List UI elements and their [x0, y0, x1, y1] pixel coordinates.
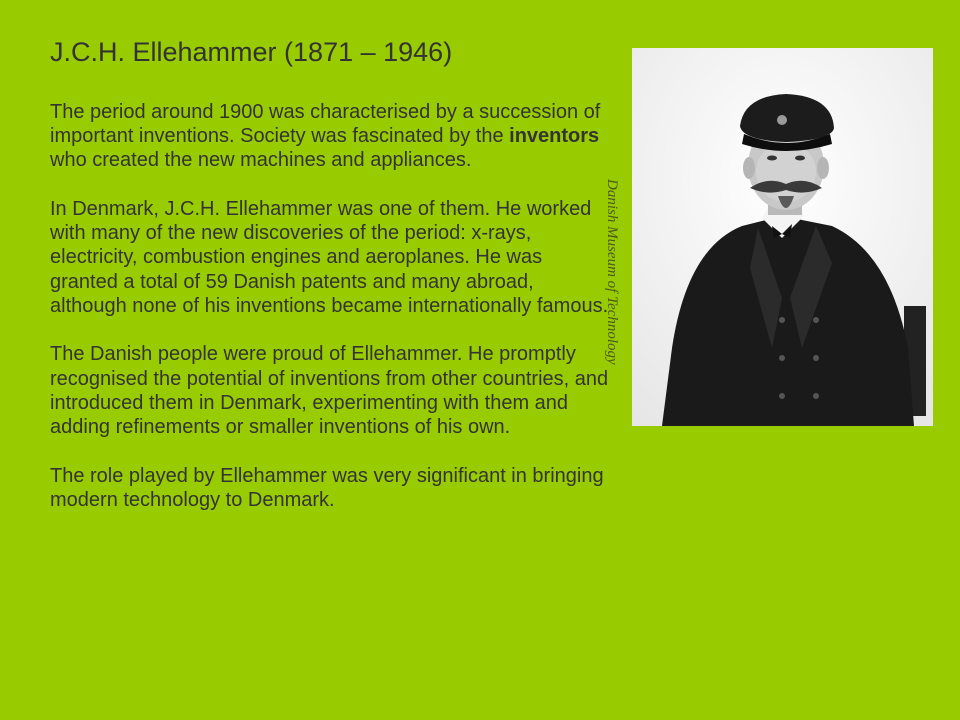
portrait-photo [632, 48, 933, 426]
paragraph-3: The Danish people were proud of Ellehammer. He promptly recognised the potential of inventions from other countries, and introduced them in Denmark, experimenting with them and adding refinements or smaller inventions of his own. [50, 343, 609, 439]
paragraph-1-start: The period around 1900 was characterised by a succession of important inventions. Society was fascinated by the [50, 101, 601, 148]
paragraph-4: The role played by Ellehammer was very significant in bringing modern technology to Denmark. [50, 464, 604, 511]
slide-title: J.C.H. Ellehammer (1871 – 1946) [50, 37, 453, 67]
paragraph-2: In Denmark, J.C.H. Ellehammer was one of them. He worked with many of the new discoveries of the period: x-rays, electricity, combustion engines and aeroplanes. He was granted a total of 59 Danish patents and many abroad, although none of his inventions became internationally famous. [50, 198, 609, 317]
paragraph-1 [50, 100, 610, 173]
slide-body [50, 100, 610, 536]
paragraph-1-bold: inventors [509, 125, 600, 148]
paragraph-1-end: who created the new machines and appliances. [50, 149, 472, 172]
portrait-image [632, 48, 933, 426]
photo-credit: Danish Museum of Technology [604, 179, 620, 365]
